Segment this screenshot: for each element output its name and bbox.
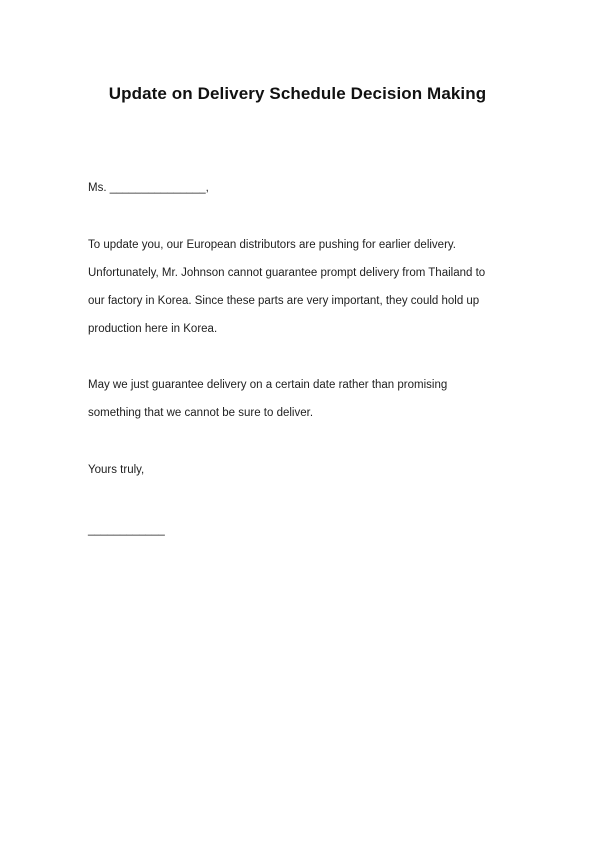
letter-title: Update on Delivery Schedule Decision Making — [108, 84, 487, 103]
paragraph-1-line-4: production here in Korea. — [88, 323, 218, 335]
salutation: Ms. _______________, — [88, 182, 209, 194]
paragraph-2-line-2: something that we cannot be sure to deliver. — [88, 407, 314, 419]
paragraph-1-line-1: To update you, our European distributors are pushing for earlier delivery. — [88, 239, 456, 251]
paragraph-2-line-1: May we just guarantee delivery on a certain date rather than promising — [88, 379, 448, 391]
signature-line: ____________ — [88, 524, 165, 536]
paragraph-1-line-2: Unfortunately, Mr. Johnson cannot guarantee prompt delivery from Thailand to — [88, 267, 486, 279]
closing: Yours truly, — [88, 464, 145, 476]
paragraph-1-line-3: our factory in Korea. Since these parts are very important, they could hold up — [88, 295, 480, 307]
